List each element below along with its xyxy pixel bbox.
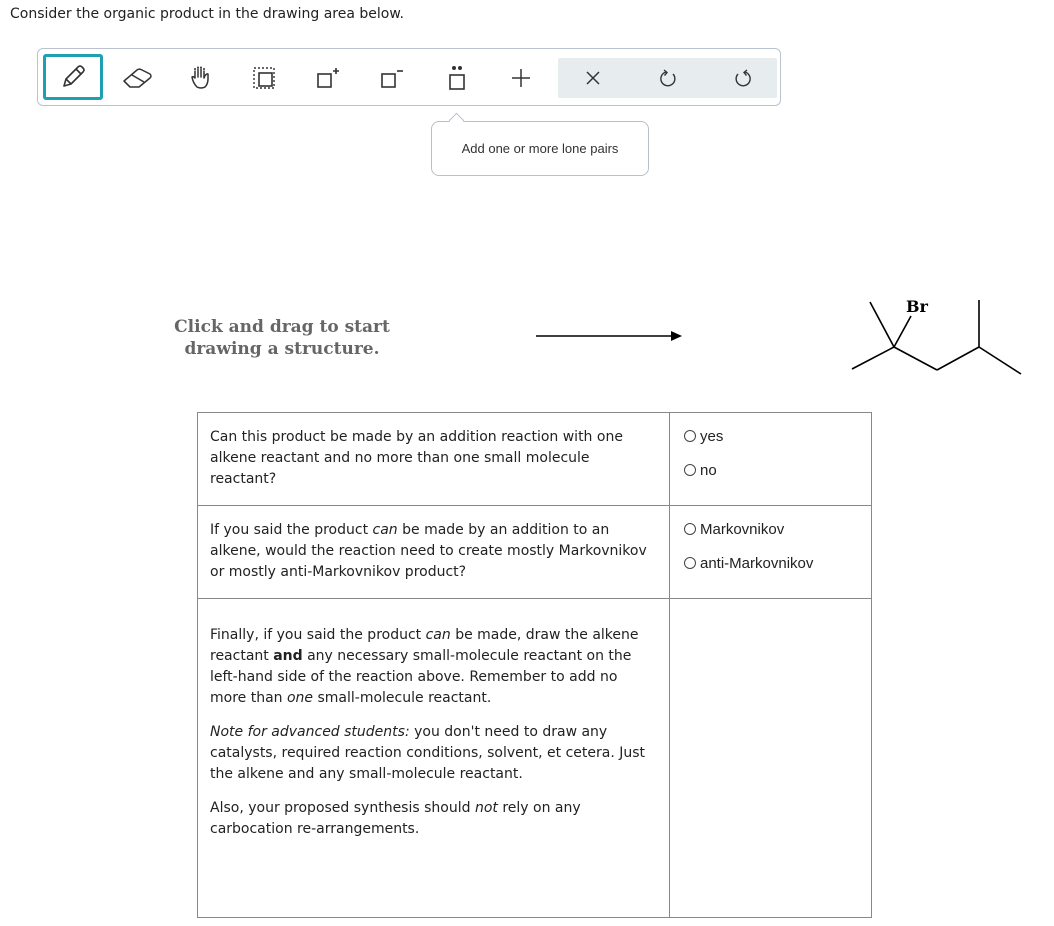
negative-charge-button[interactable] [364,58,420,98]
q3-emphasis: not [474,800,498,816]
question-3-answer-cell [670,599,872,918]
question-row-3 [198,599,872,918]
undo-icon [658,67,680,89]
pencil-tool-button[interactable] [43,54,103,100]
radio-circle-icon [684,557,696,569]
q3-emphasis: Note for advanced students: [210,724,410,740]
tooltip-text: Add one or more lone pairs [461,141,619,156]
q3-text-part: small-molecule reactant. [313,690,492,706]
radio-yes-label: yes [700,427,724,445]
hand-tool-button[interactable] [173,58,229,98]
q3-paragraph-1 [210,625,657,709]
redo-button[interactable] [714,58,770,98]
selection-icon [251,65,277,91]
lone-pair-tooltip [431,121,649,176]
q2-text-part: If you said the product [210,522,373,538]
q3-paragraph-2 [210,722,657,785]
radio-no[interactable] [684,459,857,481]
question-prompt: Consider the organic product in the drawing area below. [10,6,404,22]
q3-emphasis: one [286,690,314,706]
question-row-2 [198,506,872,599]
radio-yes[interactable] [684,425,857,447]
q3-paragraph-3 [210,798,657,840]
q3-strong: and [273,648,303,664]
plus-icon [509,66,533,90]
remove-charge-icon [379,65,405,91]
product-structure [842,290,1032,385]
q3-text-part: be made, draw the alkene reactant [210,627,639,664]
redo-icon [731,67,753,89]
select-tool-button[interactable] [236,58,292,98]
radio-circle-icon [684,464,696,476]
question-1-options [670,413,872,506]
add-charge-icon [315,65,341,91]
reaction-arrow [536,328,686,344]
radio-markovnikov-label: Markovnikov [700,520,785,538]
undo-button[interactable] [641,58,697,98]
question-table [197,412,872,918]
eraser-icon [120,65,154,91]
eraser-tool-button[interactable] [109,58,165,98]
radio-markovnikov[interactable] [684,518,857,540]
q3-emphasis: can [425,627,451,643]
lone-pair-button[interactable] [429,58,485,98]
q2-emphasis: can [372,522,398,538]
drawing-toolbar [37,48,781,106]
question-row-1 [198,413,872,506]
question-2-text [198,506,670,599]
radio-anti-markovnikov-label: anti-Markovnikov [700,554,814,572]
positive-charge-button[interactable] [300,58,356,98]
q2-text-part: be made by an addition to an alkene, would the reaction need to create mostly Markovnikov or mostly anti-Markovnikov product? [210,522,647,580]
q3-text-part: Also, your proposed synthesis should [210,800,475,816]
clear-icon [582,67,604,89]
hint-line-1: Click and drag to start [174,317,390,337]
question-2-options [670,506,872,599]
radio-circle-icon [684,430,696,442]
bromine-label: Br [906,297,928,316]
hand-icon [187,64,215,92]
question-1-text: Can this product be made by an addition reaction with one alkene reactant and no more than one small molecule reactant? [198,413,670,506]
pencil-icon [58,62,88,92]
q3-text-part: any necessary small-molecule reactant on the left-hand side of the reaction above. Remember to add no more than [210,648,632,706]
lone-pair-icon [444,64,470,92]
q3-text-part: Finally, if you said the product [210,627,426,643]
q3-text-part: you don't need to draw any catalysts, required reaction conditions, solvent, et cetera. Just the alkene and any small-molecule reactant. [210,724,646,782]
add-button[interactable] [493,58,549,98]
question-3-text [198,599,670,918]
radio-circle-icon [684,523,696,535]
drawing-area-hint[interactable] [152,316,412,360]
q3-text-part: rely on any carbocation re-arrangements. [210,800,581,837]
clear-button[interactable] [565,58,621,98]
radio-anti-markovnikov[interactable] [684,552,857,574]
radio-no-label: no [700,461,717,479]
hint-line-2: drawing a structure. [184,339,380,359]
